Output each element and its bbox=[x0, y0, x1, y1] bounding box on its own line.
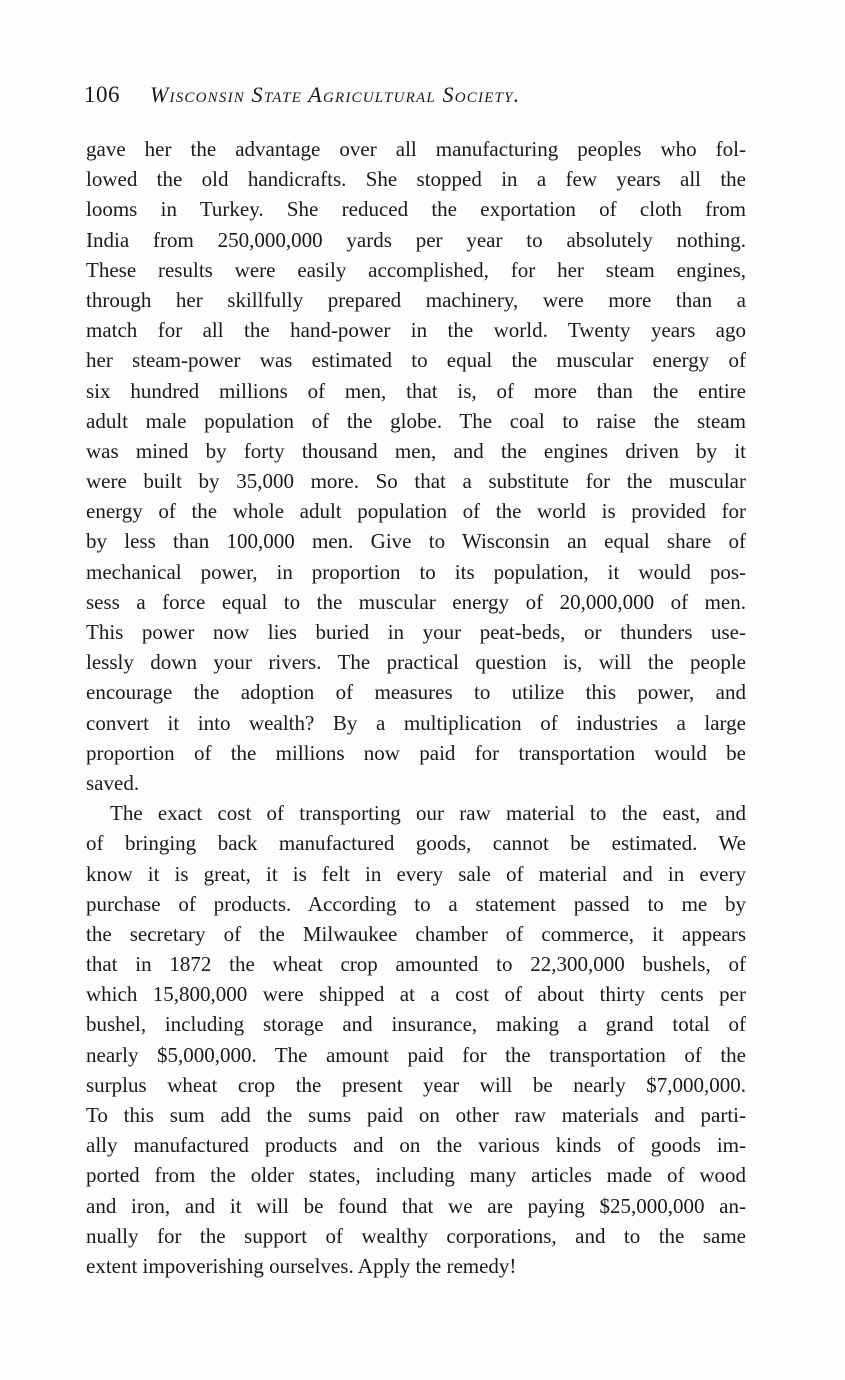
text-line: nually for the support of wealthy corporations, and to the same bbox=[86, 1223, 746, 1248]
text-line: were built by 35,000 more. So that a substitute for the muscular bbox=[86, 469, 746, 494]
text-line: The exact cost of transporting our raw material to the east, and bbox=[110, 801, 746, 826]
text-line: bushel, including storage and insurance, making a grand total of bbox=[86, 1012, 746, 1037]
text-line: convert it into wealth? By a multiplication of industries a large bbox=[86, 710, 746, 735]
text-line: through her skillfully prepared machinery, were more than a bbox=[86, 287, 746, 312]
page-number: 106 bbox=[84, 82, 120, 107]
text-line: energy of the whole adult population of the world is provided for bbox=[86, 499, 746, 524]
text-line: lowed the old handicrafts. She stopped in a few years all the bbox=[86, 167, 746, 192]
text-line: lessly down your rivers. The practical question is, will the people bbox=[86, 650, 746, 675]
text-line: nearly $5,000,000. The amount paid for the transportation of the bbox=[86, 1042, 746, 1067]
text-line: gave her the advantage over all manufacturing peoples who fol- bbox=[86, 137, 746, 161]
text-line: purchase of products. According to a statement passed to me by bbox=[86, 891, 746, 916]
page-header bbox=[84, 82, 684, 114]
text-line: match for all the hand-power in the world. Twenty years ago bbox=[86, 318, 746, 343]
text-line: This power now lies buried in your peat-beds, or thunders use- bbox=[86, 620, 746, 644]
text-line: six hundred millions of men, that is, of more than the entire bbox=[86, 378, 746, 403]
text-line: surplus wheat crop the present year will be nearly $7,000,000. bbox=[86, 1072, 746, 1097]
body-text bbox=[86, 134, 746, 1281]
text-line: looms in Turkey. She reduced the exportation of cloth from bbox=[86, 197, 746, 222]
text-line: that in 1872 the wheat crop amounted to 22,300,000 bushels, of bbox=[86, 952, 746, 977]
running-title: Wisconsin State Agricultural Society. bbox=[150, 82, 521, 107]
paragraph-1 bbox=[86, 134, 746, 798]
text-line: which 15,800,000 were shipped at a cost of about thirty cents per bbox=[86, 982, 746, 1007]
text-line: sess a force equal to the muscular energy of 20,000,000 of men. bbox=[86, 589, 746, 614]
text-line: proportion of the millions now paid for transportation would be bbox=[86, 740, 746, 765]
text-line: ported from the older states, including many articles made of wood bbox=[86, 1163, 746, 1188]
text-line: saved. bbox=[86, 770, 140, 795]
paragraph-2 bbox=[86, 798, 746, 1281]
text-line: To this sum add the sums paid on other raw materials and parti- bbox=[86, 1103, 746, 1127]
text-line: by less than 100,000 men. Give to Wisconsin an equal share of bbox=[86, 529, 746, 554]
text-line: These results were easily accomplished, for her steam engines, bbox=[86, 257, 746, 282]
text-line: ally manufactured products and on the various kinds of goods im- bbox=[86, 1133, 746, 1158]
text-line: extent impoverishing ourselves. Apply the remedy! bbox=[86, 1253, 517, 1278]
text-line: mechanical power, in proportion to its population, it would pos- bbox=[86, 559, 746, 584]
text-line: adult male population of the globe. The coal to raise the steam bbox=[86, 408, 746, 433]
text-line: and iron, and it will be found that we are paying $25,000,000 an- bbox=[86, 1193, 746, 1218]
text-line: of bringing back manufactured goods, cannot be estimated. We bbox=[86, 831, 746, 856]
text-line: India from 250,000,000 yards per year to absolutely nothing. bbox=[86, 227, 746, 252]
text-line: the secretary of the Milwaukee chamber of commerce, it appears bbox=[86, 921, 746, 946]
text-line: was mined by forty thousand men, and the engines driven by it bbox=[86, 438, 746, 463]
text-line: encourage the adoption of measures to utilize this power, and bbox=[86, 680, 746, 705]
text-line: know it is great, it is felt in every sale of material and in every bbox=[86, 861, 746, 886]
text-line: her steam-power was estimated to equal the muscular energy of bbox=[86, 348, 746, 373]
